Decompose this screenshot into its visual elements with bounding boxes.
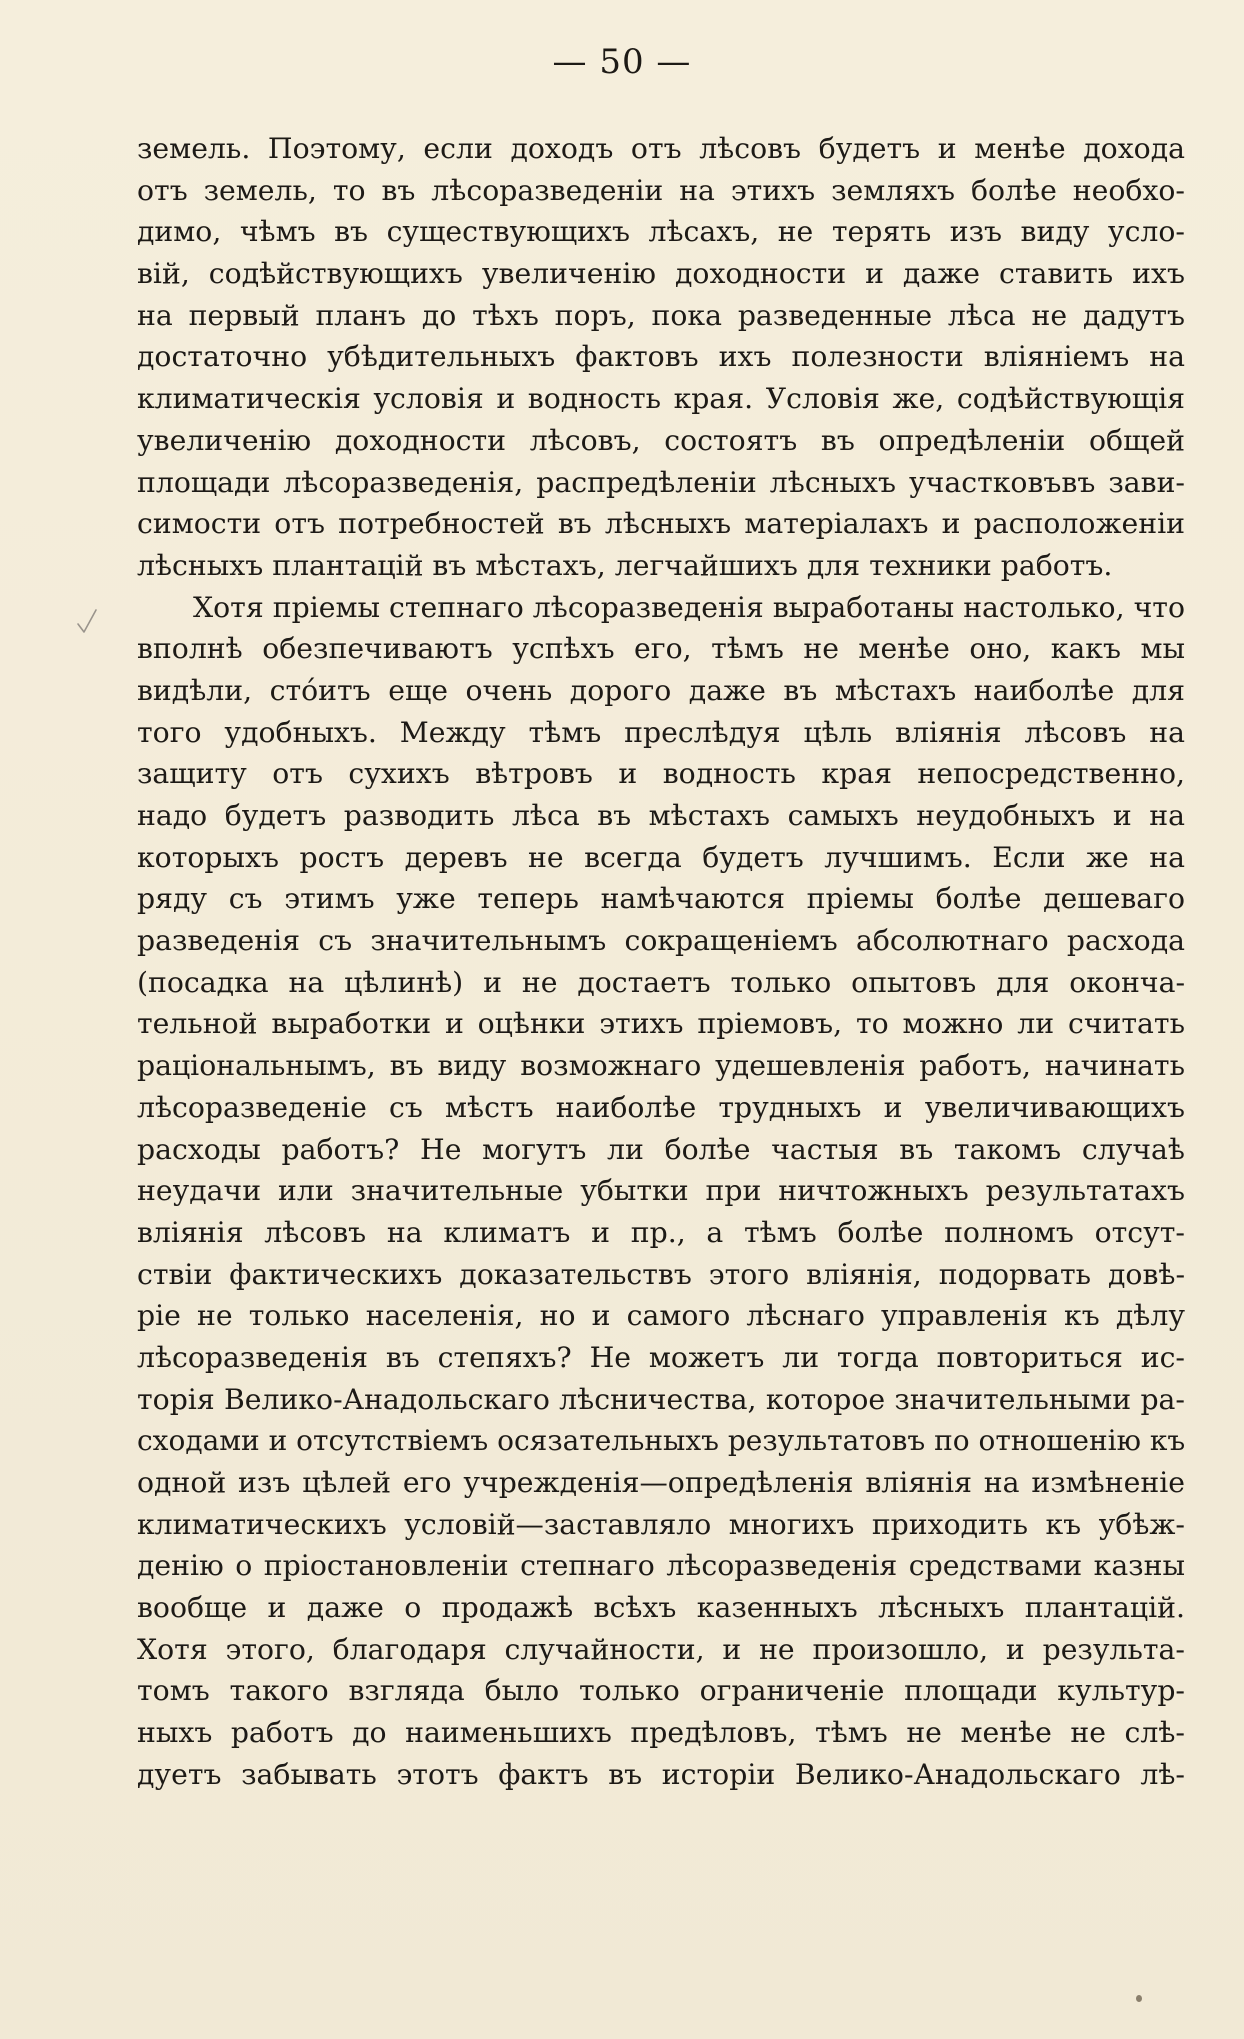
text-line: торія Велико-Анадольскаго лѣсничества, которое значительными ра- [137, 1382, 1185, 1416]
text-line: дуетъ забывать этотъ фактъ въ исторіи Велико-Анадольскаго лѣ- [137, 1757, 1185, 1791]
text-line: вліянія лѣсовъ на климатъ и пр., а тѣмъ болѣе полномъ отсут- [137, 1215, 1185, 1249]
text-line: надо будетъ разводить лѣса въ мѣстахъ самыхъ неудобныхъ и на [137, 799, 1185, 832]
text-line: денію о пріостановленіи степнаго лѣсоразведенія средствами казны [137, 1549, 1185, 1583]
text-line: увеличенію доходности лѣсовъ, состоятъ въ опредѣленіи общей [137, 423, 1185, 457]
text-line: неудачи или значительные убытки при ничтожныхъ результатахъ [137, 1174, 1185, 1208]
text-line: димо, чѣмъ въ существующихъ лѣсахъ, не терять изъ виду усло- [137, 215, 1185, 249]
text-line: Хотя пріемы степнаго лѣсоразведенія выработаны настолько, что [193, 590, 1185, 624]
text-line: климатическія условія и водность края. Условія же, содѣйствующія [137, 382, 1185, 416]
text-line: вообще и даже о продажѣ всѣхъ казенныхъ лѣсныхъ плантацій. [137, 1591, 1185, 1625]
text-line: земель. Поэтому, если доходъ отъ лѣсовъ будетъ и менѣе дохода [137, 132, 1185, 165]
text-line: симости отъ потребностей въ лѣсныхъ матеріалахъ и расположеніи [137, 507, 1185, 541]
paragraph-2 [137, 587, 1185, 1796]
text-line: ныхъ работъ до наименьшихъ предѣловъ, тѣмъ не менѣе не слѣ- [137, 1716, 1185, 1750]
text-line: тельной выработки и оцѣнки этихъ пріемовъ, то можно ли считать [137, 1007, 1185, 1041]
text-line: защиту отъ сухихъ вѣтровъ и водность края непосредственно, [137, 757, 1185, 791]
text-line: климатическихъ условій—заставляло многихъ приходить къ убѣж- [137, 1507, 1185, 1541]
text-line: того удобныхъ. Между тѣмъ преслѣдуя цѣль вліянія лѣсовъ на [137, 715, 1185, 749]
text-line: расходы работъ? Не могутъ ли болѣе частыя въ такомъ случаѣ [137, 1132, 1185, 1166]
page-number: — 50 — [552, 42, 692, 82]
text-line: видѣли, стóитъ еще очень дорого даже въ мѣстахъ наиболѣе для [137, 673, 1185, 707]
text-line: лѣсоразведеніе съ мѣстъ наиболѣе трудныхъ и увеличивающихъ [137, 1090, 1185, 1124]
text-line: Хотя этого, благодаря случайности, и не произошло, и результа- [137, 1632, 1185, 1666]
text-line: которыхъ ростъ деревъ не всегда будетъ лучшимъ. Если же на [137, 840, 1185, 874]
text-line: раціональнымъ, въ виду возможнаго удешевленія работъ, начинать [137, 1049, 1185, 1083]
text-line: отъ земель, то въ лѣсоразведеніи на этихъ земляхъ болѣе необхо- [137, 173, 1185, 207]
text-line: вполнѣ обезпечиваютъ успѣхъ его, тѣмъ не менѣе оно, какъ мы [137, 632, 1185, 666]
body-text [137, 128, 1185, 1796]
text-line: томъ такого взгляда было только ограниченіе площади культур- [137, 1674, 1185, 1708]
paper-speck [1136, 1995, 1142, 2002]
paragraph-1 [137, 128, 1185, 587]
text-line: лѣсоразведенія въ степяхъ? Не можетъ ли тогда повториться ис- [137, 1340, 1185, 1374]
text-line: разведенія съ значительнымъ сокращеніемъ абсолютнаго расхода [137, 924, 1185, 958]
text-line: лѣсныхъ плантацій въ мѣстахъ, легчайшихъ для техники работъ. [137, 548, 1113, 582]
text-line: ряду съ этимъ уже теперь намѣчаются пріемы болѣе дешеваго [137, 882, 1185, 916]
text-line: достаточно убѣдительныхъ фактовъ ихъ полезности вліяніемъ на [137, 340, 1185, 374]
text-line: вій, содѣйствующихъ увеличенію доходности и даже ставить ихъ [137, 257, 1185, 291]
text-line: (посадка на цѣлинѣ) и не достаетъ только опытовъ для оконча- [137, 965, 1185, 999]
pencil-check-mark-icon [76, 608, 98, 634]
text-line: сходами и отсутствіемъ осязательныхъ результатовъ по отношенію къ [137, 1424, 1185, 1458]
text-line: на первый планъ до тѣхъ поръ, пока разведенные лѣса не дадутъ [137, 298, 1185, 332]
text-line: ствіи фактическихъ доказательствъ этого вліянія, подорвать довѣ- [137, 1257, 1185, 1291]
text-line: ріе не только населенія, но и самого лѣснаго управленія къ дѣлу [137, 1299, 1185, 1333]
text-line: одной изъ цѣлей его учрежденія—опредѣленія вліянія на измѣненіе [137, 1466, 1185, 1499]
text-line: площади лѣсоразведенія, распредѣленіи лѣсныхъ участковъвъ зави- [137, 465, 1185, 499]
